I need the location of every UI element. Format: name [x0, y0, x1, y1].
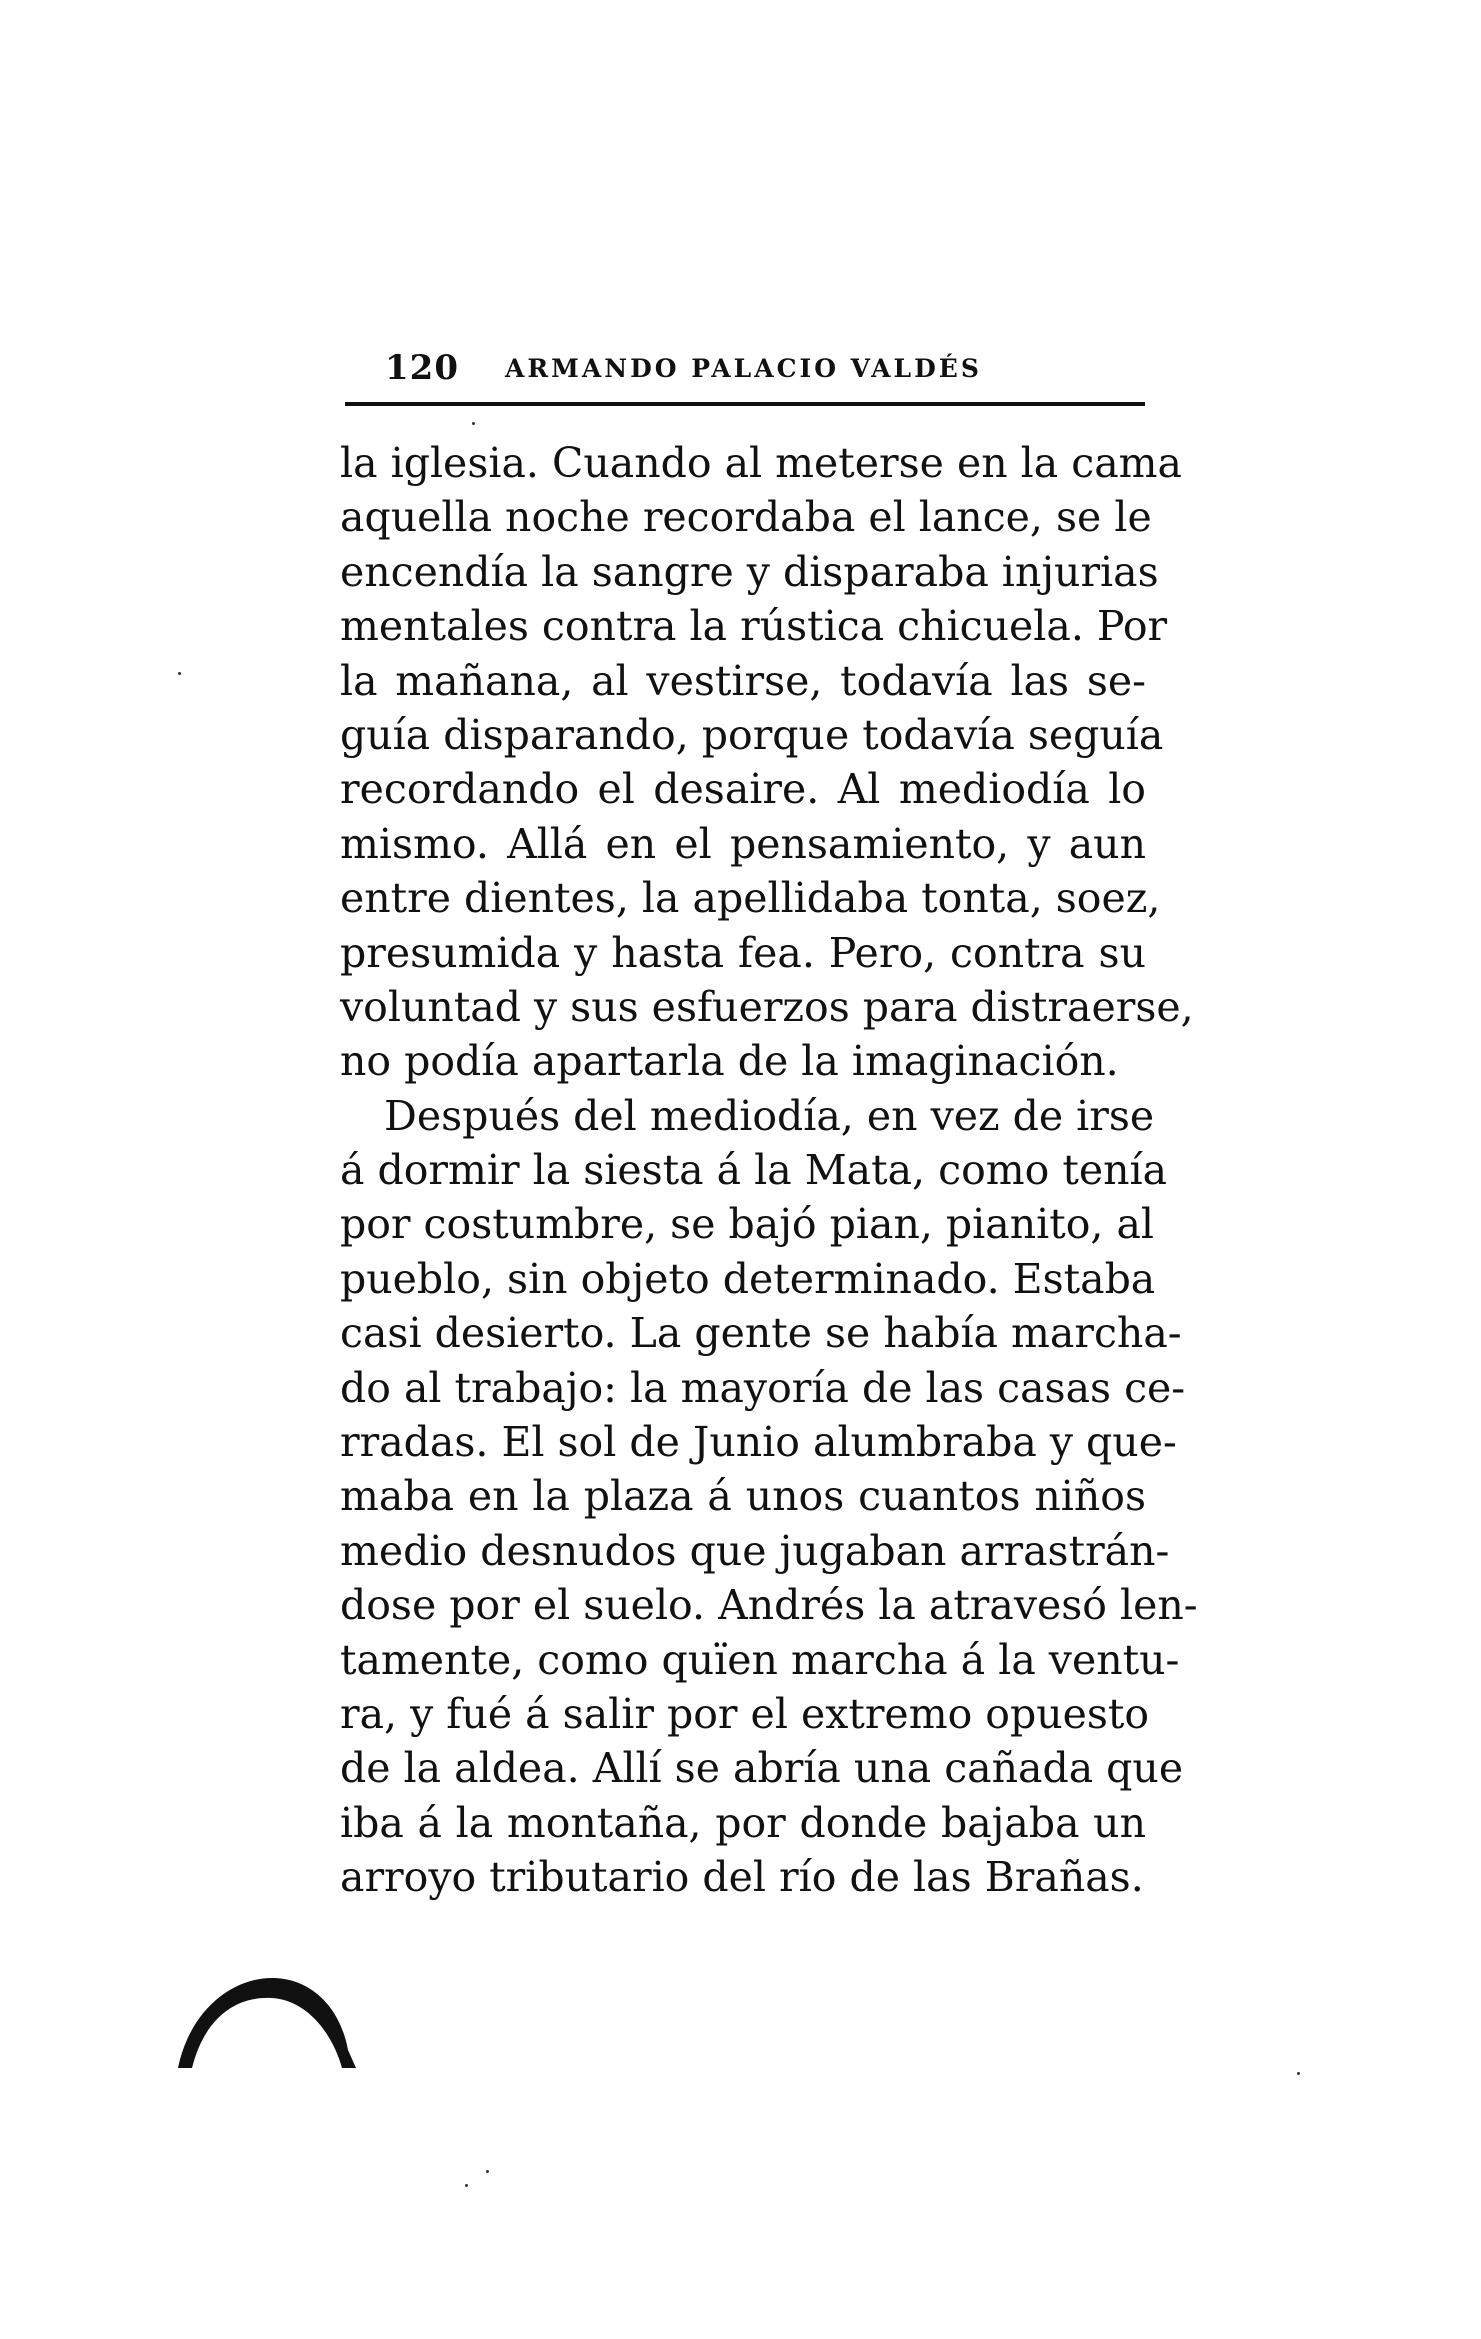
text-line: voluntad y sus esfuerzos para distraerse, [340, 982, 1194, 1031]
body-text [340, 436, 1198, 1905]
header-rule [345, 402, 1145, 406]
text-line: guía disparando, porque todavía seguía [340, 710, 1164, 759]
ink-speck [486, 2170, 489, 2173]
ink-speck [472, 422, 475, 425]
text-line: mentales contra la rústica chicuela. Por [340, 602, 1168, 651]
text-line: la iglesia. Cuando al meterse en la cama [340, 439, 1183, 487]
text-line: ra, y fué á salir por el extremo opuesto [340, 1689, 1150, 1738]
text-line: entre dientes, la apellidaba tonta, soez, [340, 874, 1161, 923]
ink-speck [178, 672, 181, 675]
text-line: á dormir la siesta á la Mata, como tenía [340, 1146, 1168, 1195]
text-line: dose por el suelo. Andrés la atravesó len- [340, 1581, 1198, 1630]
arch-ornament-stroke [178, 1978, 356, 2068]
text-line: arroyo tributario del río de las Brañas. [340, 1853, 1144, 1902]
text-line: la mañana, al vestirse, todavía las se- [340, 656, 1146, 705]
text-line: medio desnudos que jugaban arrastrán- [340, 1526, 1170, 1575]
text-line: aquella noche recordaba el lance, se le [340, 493, 1152, 542]
text-line: iba á la montaña, por donde bajaba un [340, 1798, 1146, 1847]
text-line: casi desierto. La gente se había marcha- [340, 1309, 1182, 1358]
text-line: recordando el desaire. Al mediodía lo [340, 765, 1146, 814]
text-line: maba en la plaza á unos cuantos niños [340, 1472, 1146, 1521]
ink-speck [465, 2184, 468, 2187]
running-head [345, 340, 1145, 390]
text-line: do al trabajo: la mayoría de las casas ce- [340, 1363, 1186, 1412]
text-line: tamente, como quïen marcha á la ventu- [340, 1635, 1180, 1684]
text-line: de la aldea. Allí se abría una cañada que [340, 1744, 1184, 1793]
text-line: pueblo, sin objeto determinado. Estaba [340, 1254, 1156, 1303]
arch-ornament [172, 1940, 362, 2070]
text-line: mismo. Allá en el pensamiento, y aun [340, 819, 1146, 868]
text-line: Después del mediodía, en vez de irse [384, 1091, 1155, 1140]
text-line: por costumbre, se bajó pian, pianito, al [340, 1200, 1155, 1249]
page-number: 120 [385, 348, 459, 388]
running-head-author: ARMANDO PALACIO VALDÉS [505, 354, 982, 383]
text-line: rradas. El sol de Junio alumbraba y que- [340, 1418, 1177, 1467]
text-line: no podía apartarla de la imaginación. [340, 1037, 1119, 1086]
text-line: encendía la sangre y disparaba injurias [340, 547, 1159, 596]
text-line: presumida y hasta fea. Pero, contra su [340, 928, 1146, 977]
ink-speck [1297, 2072, 1300, 2075]
